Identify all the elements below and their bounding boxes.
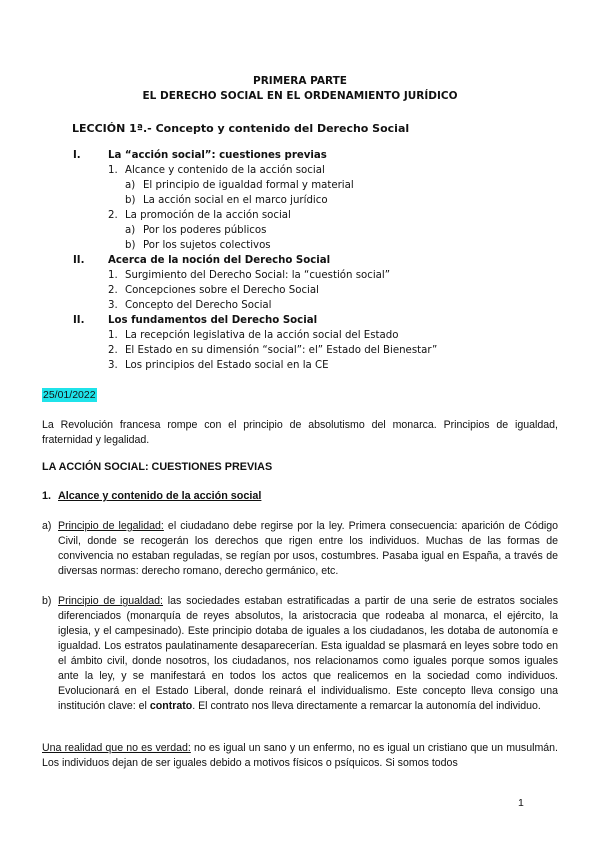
outline-row (0, 238, 600, 253)
outline-marker: 3. (108, 360, 118, 371)
item-label: Principio de igualdad: (58, 595, 164, 607)
outline-row (0, 178, 600, 193)
table-of-contents (0, 148, 600, 373)
outline-text: Por los poderes públicos (143, 225, 267, 236)
item-body (58, 519, 558, 579)
closing-label: Una realidad que no es verdad: (42, 742, 191, 754)
outline-row (0, 193, 600, 208)
outline-text: Concepciones sobre el Derecho Social (125, 285, 319, 296)
outline-marker: I. (73, 150, 81, 161)
outline-text: Los principios del Estado social en la CE (125, 360, 329, 371)
outline-text: Surgimiento del Derecho Social: la “cuestión social” (125, 270, 391, 281)
outline-text: La recepción legislativa de la acción social del Estado (125, 330, 399, 341)
outline-row (0, 283, 600, 298)
outline-marker: II. (73, 255, 85, 266)
outline-text: Por los sujetos colectivos (143, 240, 271, 251)
outline-marker: 1. (108, 270, 118, 281)
outline-row (0, 208, 600, 223)
item-text-end: . El contrato nos lleva directamente a remarcar la autonomía del individuo. (192, 700, 541, 712)
item-bold-word: contrato (149, 700, 193, 712)
outline-text: Acerca de la noción del Derecho Social (108, 255, 331, 266)
item-igualdad (42, 594, 558, 714)
item-body (58, 594, 558, 714)
outline-marker: a) (125, 225, 136, 236)
outline-row (0, 163, 600, 178)
outline-marker: 3. (108, 300, 118, 311)
item-text: las sociedades estaban estratificadas a partir de una serie de estratos sociales diferenciados (monarquía de reyes absolutos, la aristocracia que rodeaba al monarca, el ejército, la iglesia, y el campesinado). Este principio dotaba de iguales a los ciudadanos, les dotaba de autonomía e igualdad. Los estratos paulatinamente desaparecerían. Esta igualdad se plasmará en leyes sobre todo en el ámbito civil, donde nosotros, los ciudadanos, nos relacionamos como iguales porque somos iguales ante la ley, y se manifestará en todos los actos que realicemos en la sociedad como individuos. Evolucionará en el Estado Liberal, donde reinará el individualismo. Este concepto lleva consigo una institución clave: el (58, 595, 558, 712)
outline-row (0, 328, 600, 343)
item-marker: a) (42, 520, 52, 532)
outline-marker: 1. (108, 165, 118, 176)
item-text: el ciudadano debe regirse por la ley. Primera consecuencia: aparición de Código Civil, donde se recogerán los derechos que rigen entre los individuos. Muchas de las formas de convivencia no estaban reguladas, se regían por usos, costumbres. Pasaba igual en España, a través de diversas normas: derecho romano, derecho germánico, etc. (58, 520, 558, 577)
outline-row (0, 358, 600, 373)
outline-row (0, 313, 600, 328)
subsection-number: 1. (42, 490, 52, 502)
date-highlight: 25/01/2022 (43, 389, 96, 401)
intro-paragraph: La Revolución francesa rompe con el principio de absolutismo del monarca. Principios de igualdad, fraternidad y legalidad. (42, 419, 558, 446)
lesson-title: LECCIÓN 1ª.- Concepto y contenido del Derecho Social (72, 122, 410, 135)
outline-marker: II. (73, 315, 85, 326)
item-marker: b) (42, 595, 52, 607)
outline-marker: 2. (108, 210, 118, 221)
outline-text: Concepto del Derecho Social (125, 300, 272, 311)
item-legalidad (42, 519, 558, 579)
outline-row (0, 223, 600, 238)
outline-marker: 1. (108, 330, 118, 341)
outline-row (0, 298, 600, 313)
outline-marker: 2. (108, 285, 118, 296)
part-label: PRIMERA PARTE (253, 75, 347, 87)
item-label: Principio de legalidad: (58, 520, 164, 532)
outline-row (0, 343, 600, 358)
outline-marker: a) (125, 180, 136, 191)
outline-text: Los fundamentos del Derecho Social (108, 315, 318, 326)
section-heading: LA ACCIÓN SOCIAL: CUESTIONES PREVIAS (42, 461, 273, 473)
closing-paragraph (42, 741, 558, 771)
outline-marker: 2. (108, 345, 118, 356)
outline-row (0, 253, 600, 268)
outline-text: El Estado en su dimensión “social”: el” Estado del Bienestar” (125, 345, 438, 356)
outline-row (0, 268, 600, 283)
outline-row (0, 148, 600, 163)
outline-text: La “acción social”: cuestiones previas (108, 150, 327, 161)
page-number: 1 (518, 797, 524, 809)
closing-text: no es igual un sano y un enfermo, no es igual un cristiano que un musulmán. Los individuos dejan de ser iguales debido a motivos físicos o psíquicos. Si somos todos (42, 742, 559, 769)
subsection-title: Alcance y contenido de la acción social (58, 490, 262, 502)
outline-text: La acción social en el marco jurídico (143, 195, 328, 206)
outline-text: Alcance y contenido de la acción social (125, 165, 325, 176)
outline-marker: b) (125, 240, 136, 251)
outline-text: La promoción de la acción social (125, 210, 291, 221)
outline-marker: b) (125, 195, 136, 206)
part-title: EL DERECHO SOCIAL EN EL ORDENAMIENTO JURÍDICO (142, 90, 458, 102)
outline-text: El principio de igualdad formal y material (143, 180, 354, 191)
